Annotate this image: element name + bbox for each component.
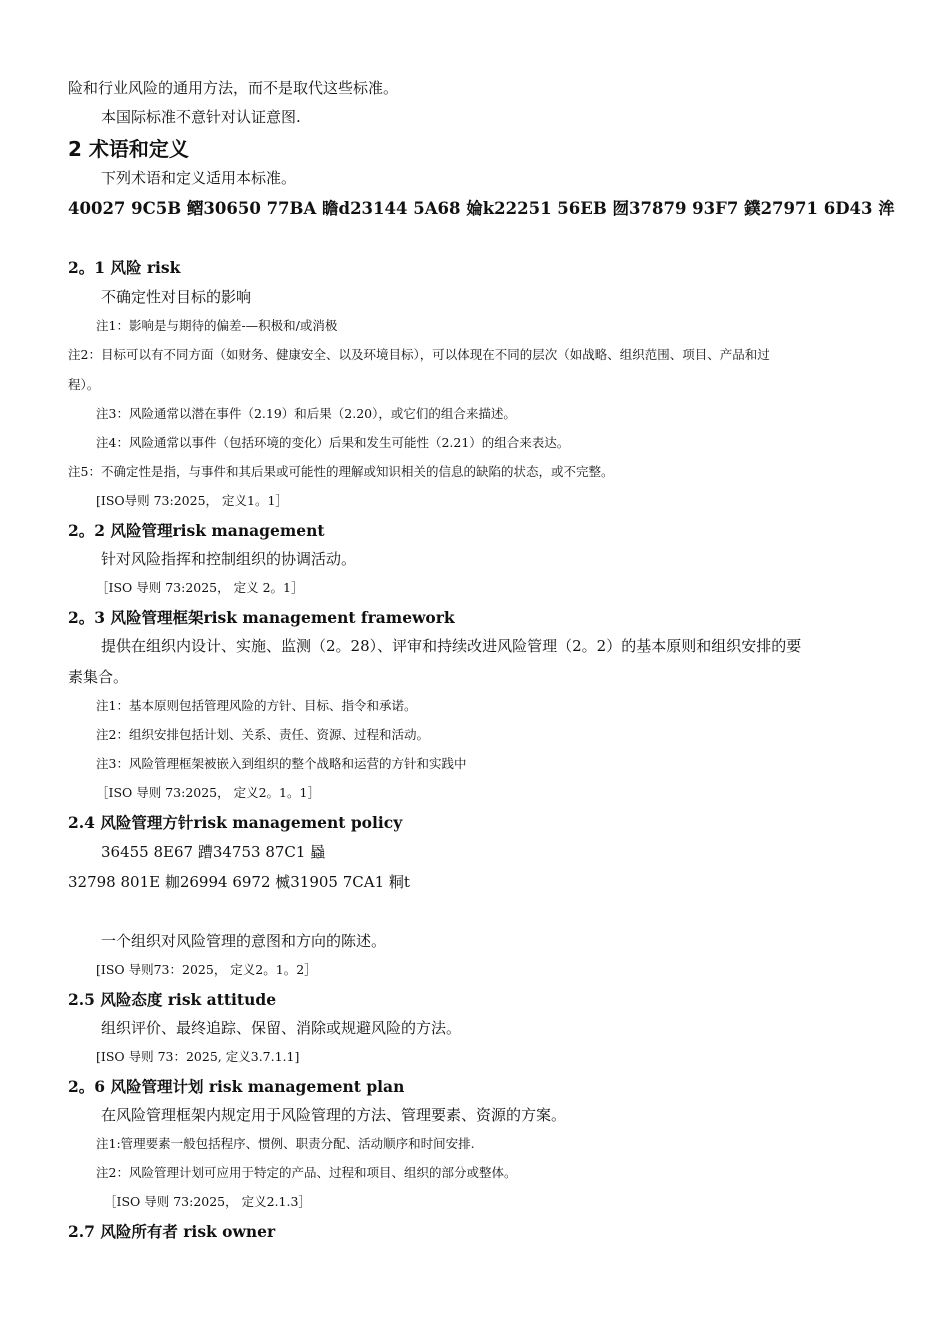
- section-heading: 2 术语和定义: [68, 137, 189, 161]
- note: 注1：影响是与期待的偏差-—积极和/或消极: [96, 318, 338, 333]
- source-reference: [ISO 导则 73：2025, 定义3.7.1.1]: [96, 1049, 300, 1064]
- paragraph: 本国际标准不意针对认证意图.: [101, 108, 301, 126]
- note: 注4：风险通常以事件（包括环境的变化）后果和发生可能性（2.21）的组合来表达。: [96, 435, 570, 450]
- term-heading-risk-management-framework: 2。3 风险管理框架risk management framework: [68, 608, 455, 627]
- note: 注2：风险管理计划可应用于特定的产品、过程和项目、组织的部分或整体。: [96, 1165, 517, 1180]
- note: 注1:管理要素一般包括程序、惯例、职责分配、活动顺序和时间安排.: [96, 1136, 475, 1151]
- term-definition: 组织评价、最终追踪、保留、消除或规避风险的方法。: [101, 1019, 462, 1037]
- term-heading-risk: 2。1 风险 risk: [68, 258, 181, 277]
- paragraph: 下列术语和定义适用本标准。: [101, 169, 297, 187]
- note-continuation: 程）。: [68, 377, 100, 392]
- note: 注1：基本原则包括管理风险的方针、目标、指令和承诺。: [96, 698, 417, 713]
- paragraph-continuation: 险和行业风险的通用方法，而不是取代这些标准。: [68, 79, 399, 97]
- source-reference: ［ISO 导则 73:2025， 定义2.1.3］: [104, 1194, 311, 1209]
- source-reference: [ISO导则 73:2025， 定义1。1］: [96, 493, 288, 508]
- note: 注3：风险通常以潜在事件（2.19）和后果（2.20），或它们的组合来描述。: [96, 406, 516, 421]
- term-definition-continuation: 素集合。: [68, 668, 129, 686]
- garbled-text-line: 40027 9C5B 鳛30650 77BA 瞻d23144 5A68 婨k22251 56EB 囫37879 93F7 鏷27971 6D43 洠: [68, 199, 895, 218]
- note: 注2：组织安排包括计划、关系、责任、资源、过程和活动。: [96, 727, 429, 742]
- term-definition: 一个组织对风险管理的意图和方向的陈述。: [101, 932, 387, 950]
- term-definition: 提供在组织内设计、实施、监测（2。28）、评审和持续改进风险管理（2。2）的基本原则和组织安排的要: [101, 637, 802, 655]
- term-definition: 不确定性对目标的影响: [101, 288, 252, 306]
- source-reference: ［ISO 导则 73:2025， 定义2。1。1］: [96, 785, 320, 800]
- note: 注3：风险管理框架被嵌入到组织的整个战略和运营的方针和实践中: [96, 756, 467, 771]
- term-heading-risk-management-policy: 2.4 风险管理方针risk management policy: [68, 813, 403, 832]
- term-heading-risk-owner: 2.7 风险所有者 risk owner: [68, 1222, 276, 1241]
- garbled-text-line: 36455 8E67 蹧34753 87C1 蟁: [101, 843, 326, 861]
- term-heading-risk-management-plan: 2。6 风险管理计划 risk management plan: [68, 1077, 405, 1096]
- source-reference: [ISO 导则73：2025， 定义2。1。2］: [96, 962, 317, 977]
- source-reference: ［ISO 导则 73:2025， 定义 2。1］: [96, 580, 304, 595]
- term-definition: 针对风险指挥和控制组织的协调活动。: [101, 550, 357, 568]
- term-definition: 在风险管理框架内规定用于风险管理的方法、管理要素、资源的方案。: [101, 1106, 567, 1124]
- term-heading-risk-management: 2。2 风险管理risk management: [68, 521, 325, 540]
- note: 注2：目标可以有不同方面（如财务、健康安全、以及环境目标），可以体现在不同的层次（如战略、组织范围、项目、产品和过: [68, 347, 770, 362]
- term-heading-risk-attitude: 2.5 风险态度 risk attitude: [68, 990, 277, 1009]
- garbled-text-line: 32798 801E 耞26994 6972 楲31905 7CA1 粡t: [68, 873, 410, 891]
- note: 注5：不确定性是指，与事件和其后果或可能性的理解或知识相关的信息的缺陷的状态，或不完整。: [68, 464, 614, 479]
